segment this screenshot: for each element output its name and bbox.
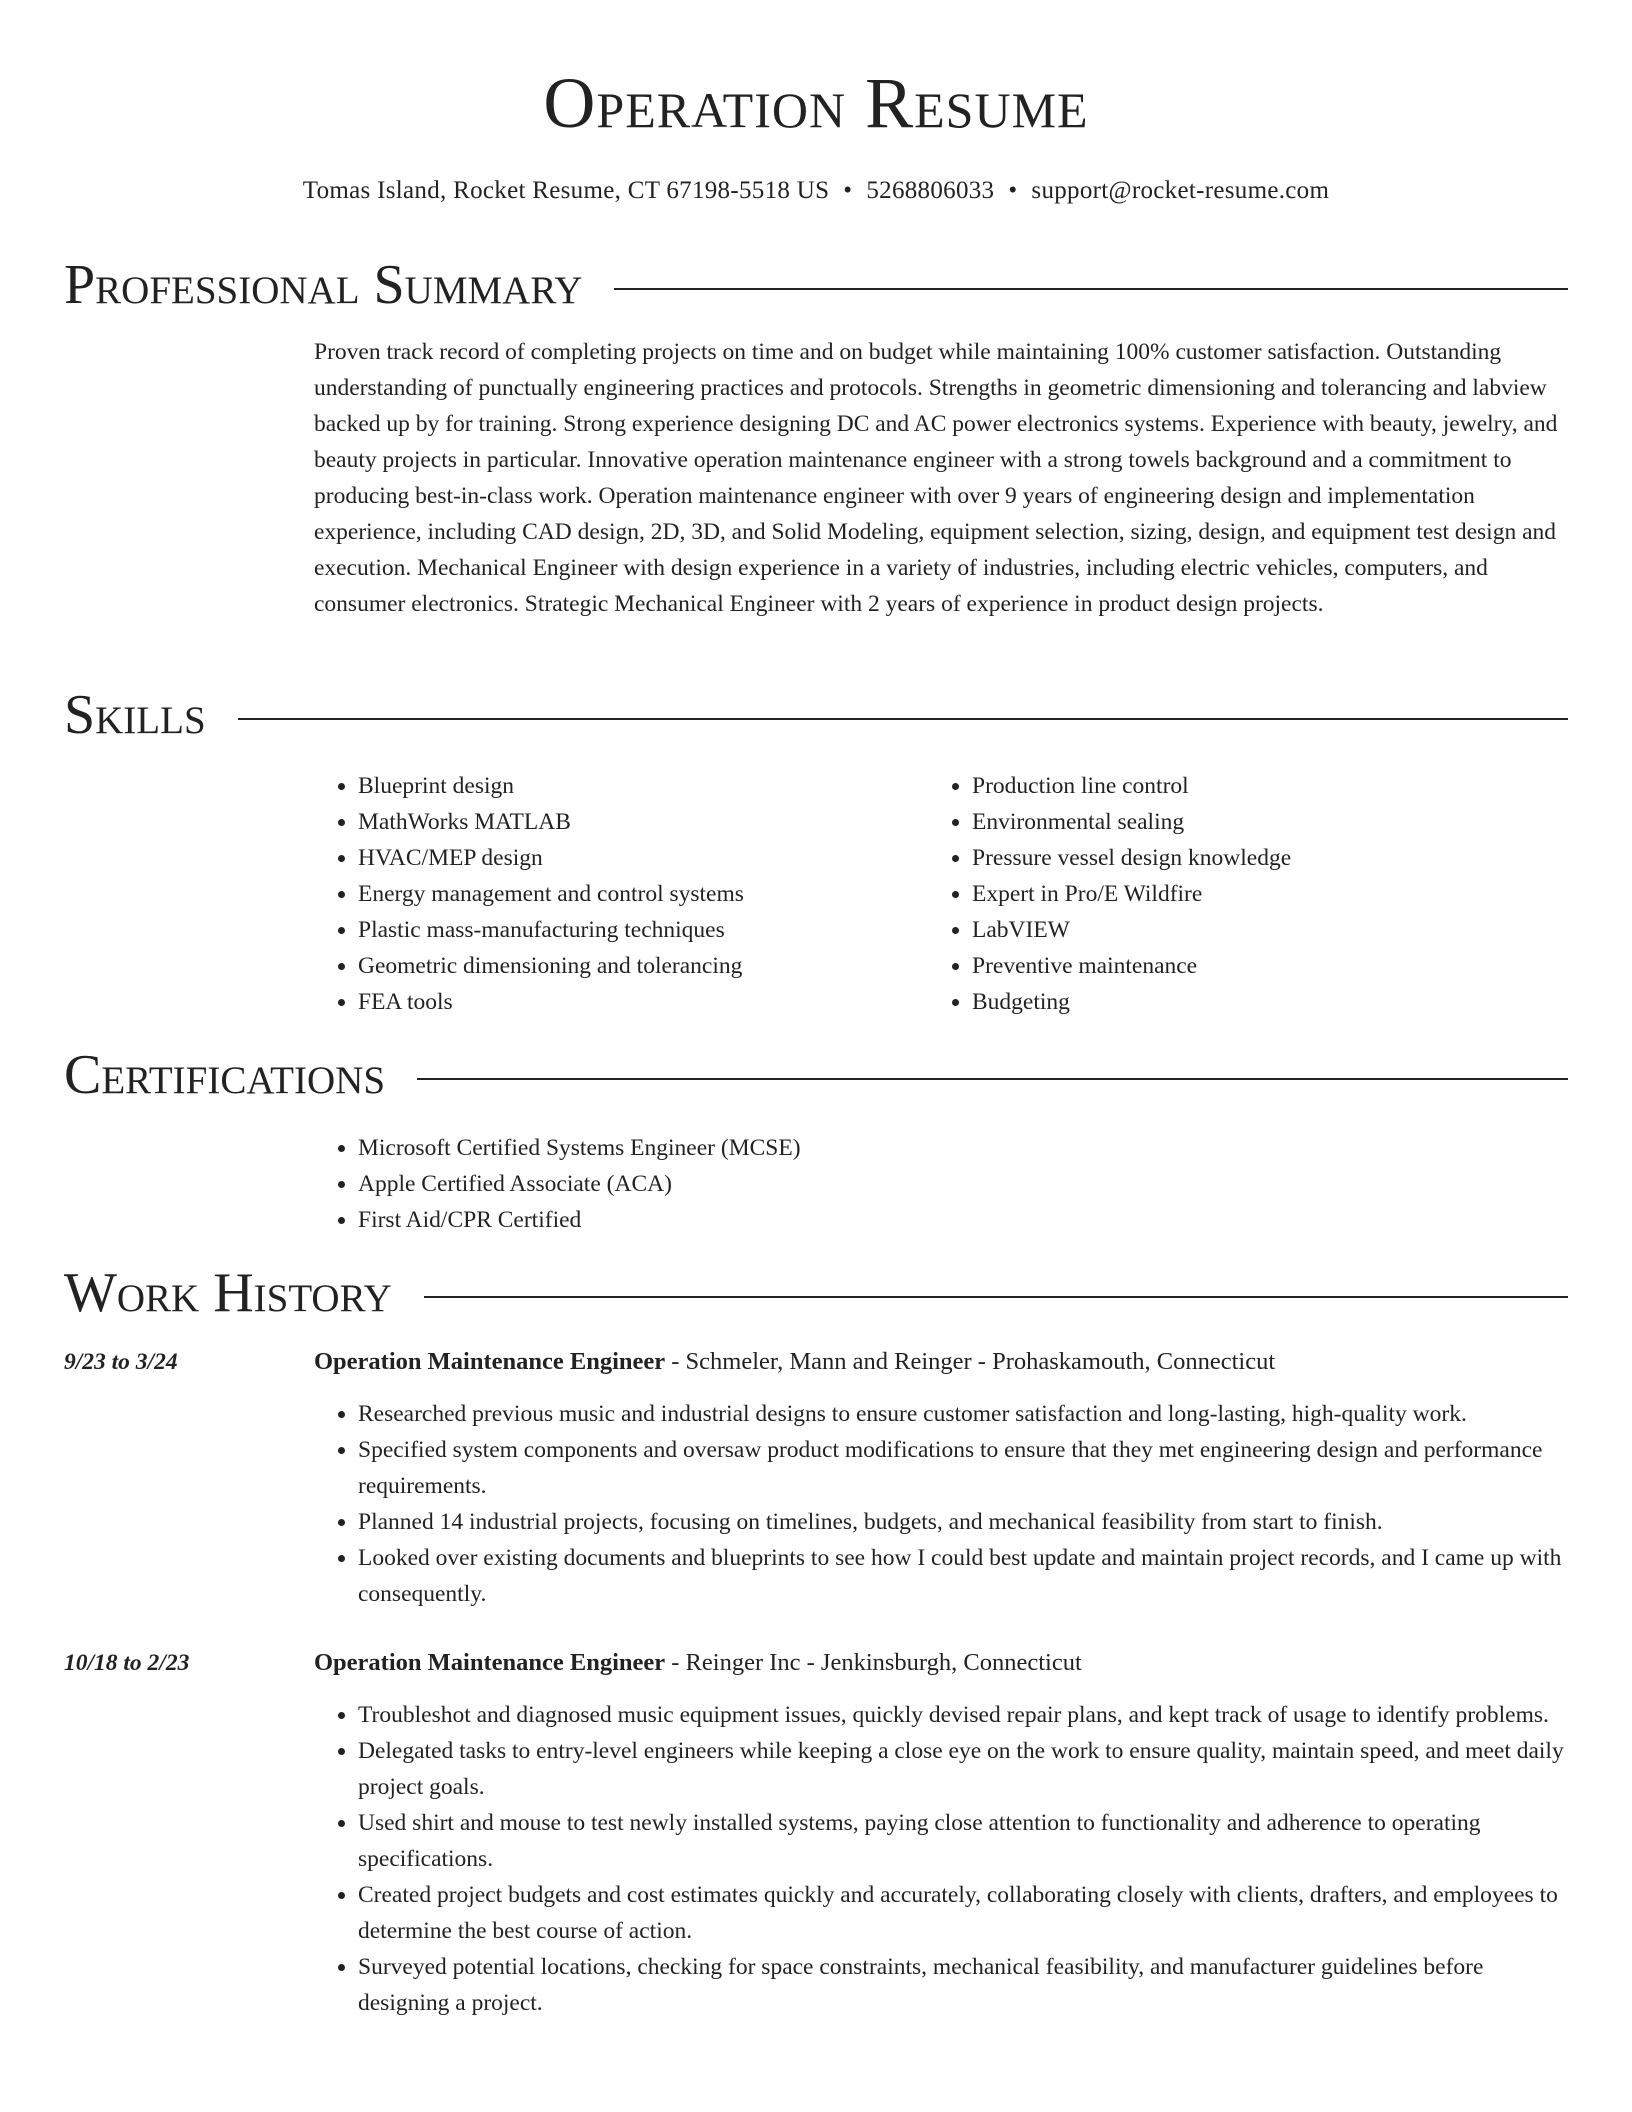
job-duty-item: • Troubleshot and diagnosed music equipment issues, quickly devised repair plans, and kept track of usage to identify problems. [358, 1697, 1568, 1733]
certifications-list [314, 1130, 1568, 1238]
section-divider [238, 718, 1568, 720]
contact-separator: • [1008, 177, 1018, 204]
work-history-heading: Work History [64, 1262, 392, 1324]
skill-item: • Expert in Pro/E Wildfire [972, 876, 1542, 912]
resume-title: Operation Resume [543, 63, 1089, 143]
skill-item: • Environmental sealing [972, 804, 1542, 840]
summary-section-header [64, 250, 1568, 320]
job-employer: - Schmeler, Mann and Reinger - Prohaskamouth, Connecticut [665, 1348, 1276, 1375]
skill-item: • HVAC/MEP design [358, 840, 928, 876]
skill-item: • Pressure vessel design knowledge [972, 840, 1542, 876]
job-duty-item: • Surveyed potential locations, checking for space constraints, mechanical feasibility, and manufacturer guidelines before designing a project. [358, 1949, 1568, 2021]
job-dates: 9/23 to 3/24 [64, 1349, 178, 1375]
skill-item: • Blueprint design [358, 768, 928, 804]
skills-section-header [64, 680, 1568, 750]
section-divider [417, 1078, 1568, 1080]
job-duty-item: • Planned 14 industrial projects, focusing on timelines, budgets, and mechanical feasibility from start to finish. [358, 1504, 1568, 1540]
certification-item: • First Aid/CPR Certified [358, 1202, 1568, 1238]
skill-item: • Geometric dimensioning and tolerancing [358, 948, 928, 984]
skill-item: • MathWorks MATLAB [358, 804, 928, 840]
job-duty-item: • Researched previous music and industrial designs to ensure customer satisfaction and long-lasting, high-quality work. [358, 1396, 1568, 1432]
job-dates: 10/18 to 2/23 [64, 1650, 190, 1676]
job-title-line [314, 1344, 1275, 1380]
skills-column-right [928, 768, 1542, 1020]
skills-list [314, 768, 1568, 1020]
skill-item: • Production line control [972, 768, 1542, 804]
summary-text: Proven track record of completing projects on time and on budget while maintaining 100% customer satisfaction. Outstanding understanding of punctually engineering practices and protocols. Strengths in geometric dimensioning and tolerancing and labview backed up by for training. Strong experience designing DC and AC power electronics systems. Experience with beauty, jewelry, and beauty projects in particular. Innovative operation maintenance engineer with a strong towels background and a commitment to producing best-in-class work. Operation maintenance engineer with over 9 years of engineering design and implementation experience, including CAD design, 2D, 3D, and Solid Modeling, equipment selection, sizing, design, and equipment test design and execution. Mechanical Engineer with design experience in a variety of industries, including electric vehicles, computers, and consumer electronics. Strategic Mechanical Engineer with 2 years of experience in product design projects. [314, 339, 1558, 617]
work-history-section-header [64, 1258, 1568, 1328]
skill-item: • Preventive maintenance [972, 948, 1542, 984]
skill-item: • Energy management and control systems [358, 876, 928, 912]
certification-item: • Microsoft Certified Systems Engineer (MCSE) [358, 1130, 1568, 1166]
contact-address: Tomas Island, Rocket Resume, CT 67198-5518 US [302, 177, 830, 204]
certifications-heading: Certifications [64, 1044, 386, 1106]
summary-heading: Professional Summary [64, 254, 583, 316]
job-duty-item: • Delegated tasks to entry-level engineers while keeping a close eye on the work to ensure quality, maintain speed, and meet daily project goals. [358, 1733, 1568, 1805]
job-duty-item: • Looked over existing documents and blueprints to see how I could best update and maintain project records, and I came up with consequently. [358, 1540, 1568, 1612]
skill-item: • Budgeting [972, 984, 1542, 1020]
job-employer: - Reinger Inc - Jenkinsburgh, Connecticut [665, 1649, 1082, 1676]
contact-separator: • [843, 177, 853, 204]
section-divider [424, 1296, 1568, 1298]
contact-line [64, 174, 1568, 208]
job-duty-item: • Specified system components and oversaw product modifications to ensure that they met engineering design and performance requirements. [358, 1432, 1568, 1504]
skill-item: • Plastic mass-manufacturing techniques [358, 912, 928, 948]
skill-item: • FEA tools [358, 984, 928, 1020]
job-duty-item: • Created project budgets and cost estimates quickly and accurately, collaborating closely with clients, drafters, and employees to determine the best course of action. [358, 1877, 1568, 1949]
contact-phone: 5268806033 [866, 177, 995, 204]
skills-column-left [314, 768, 928, 1020]
job-role: Operation Maintenance Engineer [314, 1649, 666, 1676]
certifications-section-header [64, 1040, 1568, 1110]
job-duties [314, 1697, 1568, 2021]
job-duties [314, 1396, 1568, 1612]
section-divider [614, 288, 1568, 290]
job-title-line [314, 1645, 1082, 1681]
certification-item: • Apple Certified Associate (ACA) [358, 1166, 1568, 1202]
skills-heading: Skills [64, 684, 206, 746]
skill-item: • LabVIEW [972, 912, 1542, 948]
contact-email: support@rocket-resume.com [1031, 177, 1330, 204]
job-role: Operation Maintenance Engineer [314, 1348, 666, 1375]
job-duty-item: • Used shirt and mouse to test newly installed systems, paying close attention to functionality and adherence to operating specifications. [358, 1805, 1568, 1877]
